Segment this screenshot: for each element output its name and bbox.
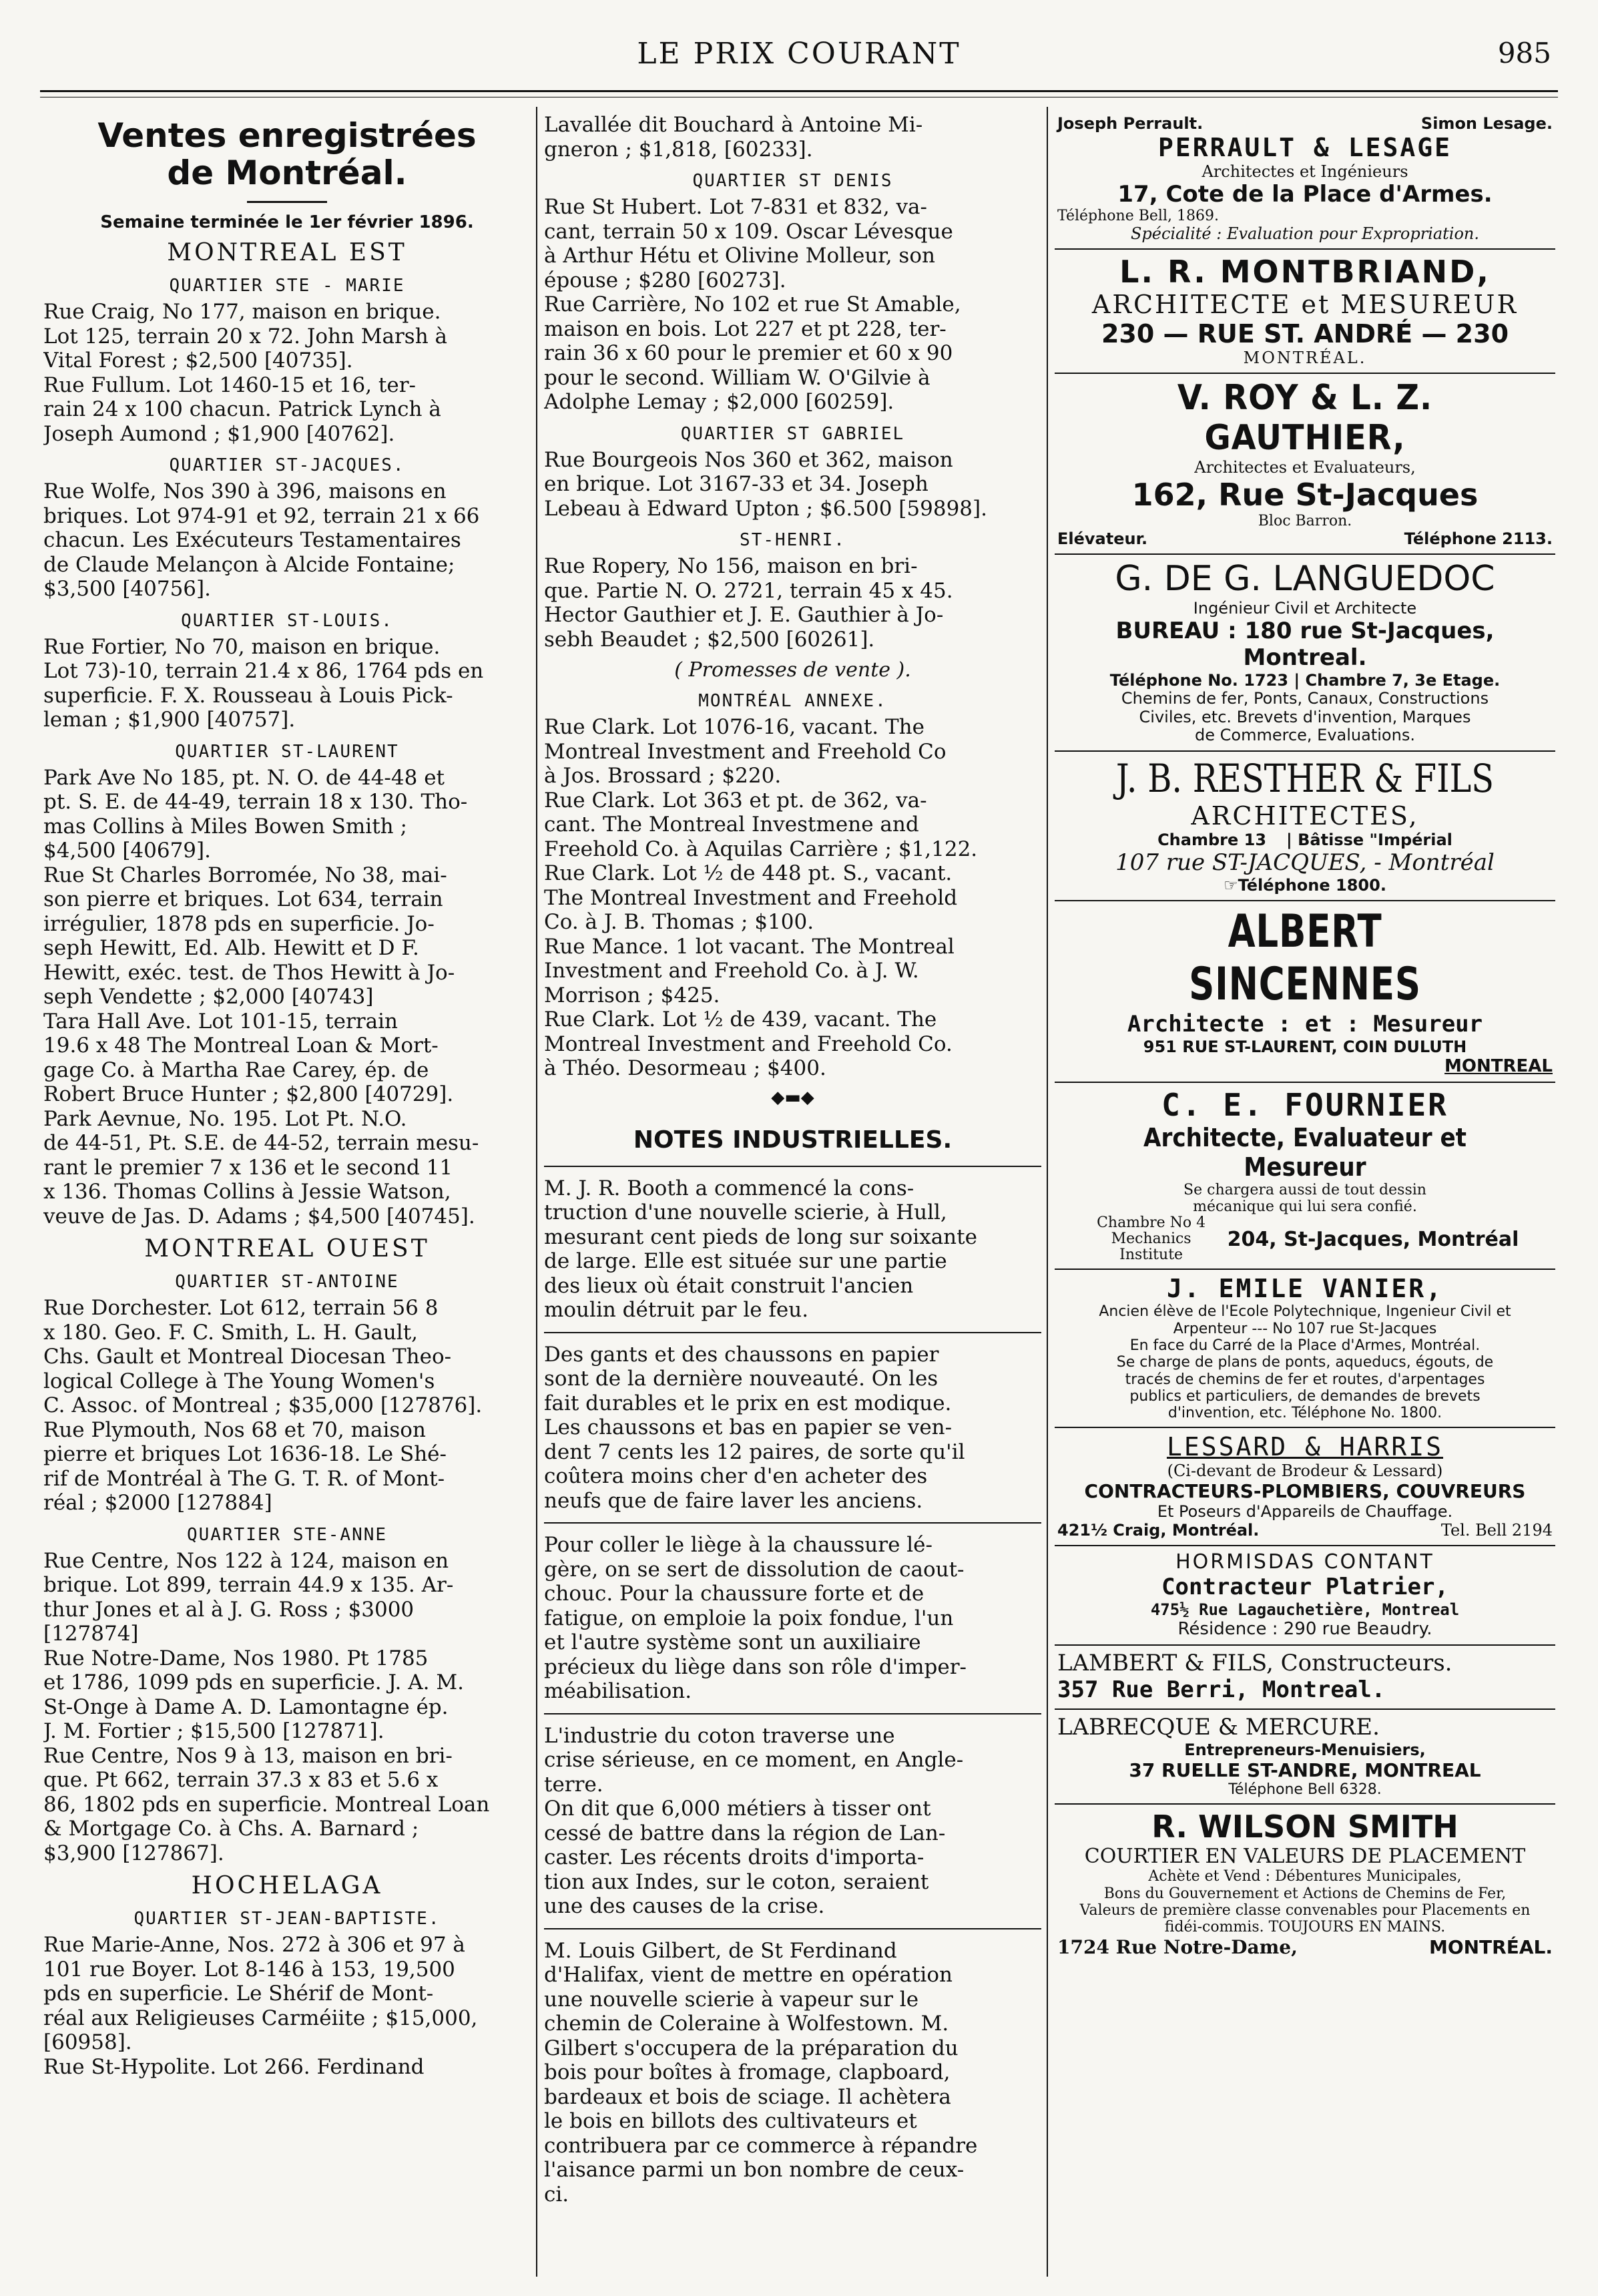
- text-line: une des causes de la crise.: [544, 1894, 825, 1918]
- ad-wilson-smith: [1055, 1805, 1555, 1963]
- text-line: pds en superficie. Le Shérif de Mont-: [43, 1982, 434, 2006]
- ad-firm: V. ROY & L. Z. GAUTHIER,: [1177, 378, 1433, 458]
- text-line: Adolphe Lemay ; $2,000 [60259].: [544, 390, 894, 414]
- ad-footer: [1057, 1936, 1553, 1958]
- header-rule: [40, 90, 1558, 92]
- subheading-st-jean-baptiste: QUARTIER ST-JEAN-BAPTISTE.: [134, 1909, 441, 1929]
- ad-roy-gauthier: [1055, 374, 1555, 555]
- ad-city: MONTREAL: [1444, 1056, 1553, 1076]
- paragraph: [43, 1933, 531, 2079]
- text-line: de Claude Melançon à Alcide Fontaine;: [43, 552, 455, 577]
- ad-montbriand: [1055, 250, 1555, 374]
- ornament-divider: ◆▬◆: [771, 1087, 814, 1108]
- ad-address: 421½ Craig, Montréal.: [1057, 1521, 1260, 1540]
- text-line: Lot 73)-10, terrain 21.4 x 86, 1764 pds en: [43, 659, 484, 683]
- ad-telephone: Téléphone Bell 6328.: [1228, 1781, 1382, 1799]
- ad-firm: LAMBERT & FILS, Constructeurs.: [1057, 1650, 1452, 1677]
- text-line: le bois en billots des cultivateurs et: [544, 2109, 917, 2133]
- paragraph: [43, 1296, 531, 1516]
- text-line: Rue Fullum. Lot 1460-15 et 16, ter-: [43, 373, 417, 397]
- text-line: à Arthur Hétu et Olivine Molleur, son: [544, 244, 935, 268]
- ad-address: 204, St-Jacques, Montréal: [1227, 1227, 1519, 1251]
- ad-sincennes: [1055, 901, 1555, 1083]
- title-rule: [247, 201, 327, 203]
- text-line: son pierre et briques. Lot 634, terrain: [43, 887, 443, 911]
- text-line: l'aisance parmi un bon nombre de ceux-: [544, 2158, 965, 2182]
- text-line: Rue Notre-Dame, Nos 1980. Pt 1785: [43, 1646, 429, 1670]
- ad-telephone: Téléphone No. 1723 | Chambre 7, 3e Etage.: [1109, 671, 1501, 690]
- text-line: Des gants et des chaussons en papier: [544, 1342, 939, 1367]
- text-line: crise sérieuse, en ce moment, en Angle-: [544, 1748, 964, 1772]
- text-line: Rue Ropery, No 156, maison en bri-: [544, 554, 918, 578]
- text-line: Co. à J. B. Thomas ; $100.: [544, 910, 814, 934]
- paragraph: [544, 195, 1041, 415]
- ad-line: tracés de chemins de fer et routes, d'arpentages: [1125, 1371, 1485, 1388]
- ad-description: Se chargera aussi de tout dessin: [1183, 1181, 1426, 1198]
- text-line: Les chaussons et bas en papier se ven-: [544, 1415, 953, 1439]
- text-line: Rue Craig, No 177, maison en brique.: [43, 300, 441, 324]
- ad-vanier: [1055, 1270, 1555, 1428]
- ad-name: Simon Lesage.: [1420, 114, 1553, 133]
- text-line: chemin de Coleraine à Wolfestown. M.: [544, 2012, 949, 2036]
- ad-role: Architectes et Ingénieurs: [1202, 162, 1408, 181]
- section-montreal-ouest: MONTREAL OUEST: [144, 1235, 430, 1262]
- text-line: Hector Gauthier et J. E. Gauthier à Jo-: [544, 603, 944, 627]
- paragraph: [43, 300, 531, 446]
- text-line: précieux du liège dans son rôle d'imper-: [544, 1654, 967, 1679]
- text-line: bois pour boîtes à fromage, clapboard,: [544, 2060, 951, 2084]
- ad-description: mécanique qui lui sera confié.: [1193, 1198, 1417, 1215]
- text-line: ci.: [544, 2182, 569, 2207]
- text-line: mas Collins à Miles Bowen Smith ;: [43, 814, 407, 839]
- text-line: Park Aevnue, No. 195. Lot Pt. N.O.: [43, 1106, 407, 1131]
- ad-footer: [1057, 1521, 1553, 1540]
- ad-address: 951 RUE ST-LAURENT, COIN DULUTH: [1143, 1037, 1467, 1056]
- ad-city: MONTRÉAL.: [1243, 349, 1367, 367]
- text-line: fatigue, on emploie la poix fondue, l'un: [544, 1606, 954, 1630]
- ad-role: CONTRACTEURS-PLOMBIERS, COUVREURS: [1084, 1480, 1526, 1503]
- text-line: des lieux où était construit l'ancien: [544, 1273, 914, 1298]
- text-line: d'Halifax, vient de mettre en opération: [544, 1963, 953, 1987]
- ad-building: Bloc Barron.: [1258, 513, 1352, 529]
- subheading-st-denis: QUARTIER ST DENIS: [692, 171, 893, 191]
- text-line: Rue Clark. Lot 1076-16, vacant. The: [544, 715, 924, 739]
- text-line: Rue Mance. 1 lot vacant. The Montreal: [544, 934, 955, 959]
- subheading-st-jacques: QUARTIER ST-JACQUES.: [169, 455, 405, 475]
- text-line: seph Vendette ; $2,000 [40743]: [43, 985, 374, 1009]
- paragraph: [544, 1939, 1041, 2207]
- text-line: pierre et briques Lot 1636-18. Le Shé-: [43, 1442, 447, 1466]
- notes-rule: [544, 1166, 1041, 1167]
- text-line: Park Ave No 185, pt. N. O. de 44-48 et: [43, 765, 445, 790]
- text-line: x 180. Geo. F. C. Smith, L. H. Gault,: [43, 1320, 419, 1345]
- text-line: cant. The Montreal Investmene and: [544, 813, 919, 837]
- text-line: Rue Carrière, No 102 et rue St Amable,: [544, 292, 961, 316]
- text-line: et l'autre système sont un auxiliaire: [544, 1630, 921, 1654]
- ad-description: Chemins de fer, Ponts, Canaux, Constructions: [1121, 689, 1489, 708]
- text-line: pour le second. William W. O'Gilvie à: [544, 365, 930, 390]
- paragraph: [43, 635, 531, 732]
- text-line: Robert Bruce Hunter ; $2,800 [40729].: [43, 1082, 454, 1106]
- ad-firm: LESSARD & HARRIS: [1166, 1432, 1444, 1462]
- ad-line: publics et particuliers, de demandes de brevets: [1129, 1387, 1481, 1405]
- text-line: M. J. R. Booth a commencé la cons-: [544, 1176, 914, 1200]
- promesses-de-vente: ( Promesses de vente ).: [674, 658, 911, 682]
- text-line: terre.: [544, 1772, 603, 1797]
- text-line: Freehold Co. à Aquilas Carrière ; $1,122.: [544, 837, 978, 861]
- page-header: [40, 37, 1558, 83]
- ad-firm: ALBERT SINCENNES: [1189, 905, 1421, 1011]
- ad-role: Contracteur Platrier,: [1161, 1574, 1448, 1601]
- text-line: et 1786, 1099 pds en superficie. J. A. M.: [43, 1670, 464, 1694]
- paragraph: [544, 554, 1041, 652]
- text-line: de 44-51, Pt. S.E. de 44-52, terrain mesu-: [43, 1131, 479, 1155]
- text-line: x 136. Thomas Collins à Jessie Watson,: [43, 1180, 451, 1204]
- text-line: C. Assoc. of Montreal ; $35,000 [127876].: [43, 1393, 483, 1417]
- text-line: Rue St Hubert. Lot 7-831 et 832, va-: [544, 195, 928, 219]
- text-line: Rue St-Hypolite. Lot 266. Ferdinand: [43, 2054, 425, 2079]
- text-line: brique. Lot 899, terrain 44.9 x 135. Ar-: [43, 1573, 454, 1597]
- text-line: $3,900 [127867].: [43, 1841, 224, 1865]
- text-line: Rue Fortier, No 70, maison en brique.: [43, 634, 441, 659]
- ad-address: 162, Rue St-Jacques: [1131, 477, 1479, 513]
- text-line: Rue Wolfe, Nos 390 à 396, maisons en: [43, 479, 447, 503]
- subheading-st-gabriel: QUARTIER ST GABRIEL: [680, 423, 905, 444]
- subheading-st-antoine: QUARTIER ST-ANTOINE: [175, 1272, 399, 1292]
- text-line: 86, 1802 pds en superficie. Montreal Loan: [43, 1792, 490, 1817]
- text-line: [60958].: [43, 2030, 132, 2054]
- column-3-ads: [1055, 110, 1555, 2273]
- text-line: 19.6 x 48 The Montreal Loan & Mort-: [43, 1034, 439, 1058]
- text-line: Montreal Investment and Freehold Co.: [544, 1031, 953, 1056]
- paragraph: [544, 1176, 1041, 1323]
- ad-role: Et Poseurs d'Appareils de Chauffage.: [1157, 1502, 1453, 1522]
- ad-contant: [1055, 1546, 1555, 1646]
- ad-description: de Commerce, Evaluations.: [1195, 726, 1415, 745]
- ad-chambre-row: [1057, 831, 1553, 849]
- ad-role: COURTIER EN VALEURS DE PLACEMENT: [1084, 1845, 1526, 1869]
- text-line: tion aux Indes, sur le coton, seraient: [544, 1869, 929, 1894]
- text-line: Montreal Investment and Freehold Co: [544, 739, 947, 764]
- text-line: gère, on se sert de dissolution de caout-: [544, 1557, 965, 1582]
- text-line: neufs que de faire laver les anciens.: [544, 1488, 923, 1513]
- text-line: thur Jones et al à J. G. Ross ; $3000: [43, 1597, 415, 1622]
- text-line: maison en bois. Lot 227 et pt 228, ter-: [544, 316, 947, 341]
- text-line: caster. Les récents droits d'importa-: [544, 1845, 924, 1869]
- text-line: épouse ; $280 [60273].: [544, 268, 786, 292]
- text-line: dent 7 cents les 12 paires, de sorte qu'il: [544, 1439, 965, 1464]
- text-line: Rue Centre, Nos 9 à 13, maison en bri-: [43, 1743, 453, 1768]
- journal-title: LE PRIX COURANT: [637, 37, 961, 71]
- ad-firm: HORMISDAS CONTANT: [1175, 1550, 1434, 1574]
- ad-elevator: Elévateur.: [1057, 529, 1148, 548]
- text-line: gneron ; $1,818, [60233].: [544, 137, 813, 162]
- text-line: rain 24 x 100 chacun. Patrick Lynch à: [43, 397, 441, 421]
- ad-names: [1057, 114, 1553, 133]
- subheading-st-henri: ST-HENRI.: [740, 530, 846, 550]
- article-title-line-2: de Montréal.: [167, 154, 407, 192]
- text-line: fait durables et le prix en est modique.: [544, 1391, 952, 1415]
- text-line: seph Hewitt, Ed. Alb. Hewitt et D F.: [43, 936, 419, 960]
- text-line: Rue Centre, Nos 122 à 124, maison en: [43, 1548, 449, 1573]
- text-line: sebh Beaudet ; $2,500 [60261].: [544, 627, 875, 652]
- text-line: Rue Clark. Lot ½ de 439, vacant. The: [544, 1007, 937, 1031]
- subheading-st-louis: QUARTIER ST-LOUIS.: [181, 610, 393, 631]
- ad-labrecque: [1055, 1710, 1555, 1805]
- text-line: contribuera par ce commerce à répandre: [544, 2133, 978, 2158]
- text-line: Joseph Aumond ; $1,900 [40762].: [43, 421, 395, 446]
- ad-lambert: [1055, 1646, 1555, 1710]
- section-montreal-est: MONTREAL EST: [167, 239, 407, 266]
- text-line: gage Co. à Martha Rae Carey, ép. de: [43, 1058, 429, 1082]
- notes-rule: [544, 1713, 1041, 1714]
- text-line: Rue Clark. Lot ½ de 448 pt. S., vacant.: [544, 861, 953, 885]
- ad-address: 1724 Rue Notre-Dame,: [1057, 1935, 1298, 1958]
- text-line: coûtera moins cher d'en acheter des: [544, 1464, 928, 1488]
- ad-address: 17, Cote de la Place d'Armes.: [1117, 181, 1493, 208]
- ad-specialty: Spécialité : Evaluation pour Expropriation.: [1130, 224, 1480, 243]
- text-line: truction d'une nouvelle scierie, à Hull,: [544, 1200, 947, 1224]
- text-line: $3,500 [40756].: [43, 577, 211, 601]
- text-line: Investment and Freehold Co. à J. W.: [544, 959, 919, 983]
- text-line: Lavallée dit Bouchard à Antoine Mi-: [544, 113, 923, 137]
- ad-perrault-lesage: [1055, 110, 1555, 250]
- ad-firm: R. WILSON SMITH: [1151, 1809, 1458, 1845]
- ad-footer: [1057, 529, 1553, 548]
- ad-firm: C. E. FOURNIER: [1161, 1086, 1448, 1123]
- text-line: M. Louis Gilbert, de St Ferdinand: [544, 1938, 897, 1963]
- subheading-st-laurent: QUARTIER ST-LAURENT: [175, 741, 399, 762]
- ad-firm: G. DE G. LANGUEDOC: [1115, 559, 1495, 599]
- text-line: Pour coller le liège à la chaussure lé-: [544, 1533, 933, 1557]
- paragraph: [43, 479, 531, 602]
- ad-chambre: Chambre No 4 Mechanics Institute: [1097, 1214, 1206, 1264]
- text-line: mesurant cent pieds de long sur soixante: [544, 1224, 977, 1249]
- ad-line: Se charge de plans de ponts, aqueducs, égouts, de: [1116, 1354, 1494, 1371]
- text-line: que. Partie N. O. 2721, terrain 45 x 45.: [544, 578, 953, 603]
- text-line: Hewitt, exéc. test. de Thos Hewitt à Jo-: [43, 960, 455, 985]
- section-hochelaga: HOCHELAGA: [191, 1872, 383, 1899]
- text-line: briques. Lot 974-91 et 92, terrain 21 x 66: [43, 503, 480, 528]
- notes-rule: [544, 1522, 1041, 1524]
- ad-previous-name: (Ci-devant de Brodeur & Lessard): [1167, 1461, 1443, 1481]
- ad-firm: J. EMILE VANIER,: [1166, 1274, 1444, 1304]
- text-line: Morrison ; $425.: [544, 983, 720, 1007]
- subheading-ste-marie: QUARTIER STE - MARIE: [169, 276, 405, 296]
- text-line: chacun. Les Exécuteurs Testamentaires: [43, 528, 461, 552]
- ad-role: Architecte : et : Mesureur: [1127, 1010, 1483, 1038]
- text-line: rain 36 x 60 pour le premier et 60 x 90: [544, 341, 953, 365]
- ad-firm: LABRECQUE & MERCURE.: [1057, 1714, 1380, 1741]
- ad-fournier: [1055, 1083, 1555, 1271]
- ad-address: 475½ Rue Lagauchetière, Montreal: [1150, 1600, 1460, 1620]
- text-line: On dit que 6,000 métiers à tisser ont: [544, 1797, 931, 1821]
- subheading-montreal-annexe: MONTRÉAL ANNEXE.: [698, 691, 887, 711]
- text-line: Chs. Gault et Montreal Diocesan Theo-: [43, 1345, 452, 1369]
- ad-name: Joseph Perrault.: [1057, 114, 1204, 133]
- paragraph: [43, 1549, 531, 1866]
- ad-resther: [1055, 752, 1555, 901]
- text-line: Rue Dorchester. Lot 612, terrain 56 8: [43, 1296, 439, 1320]
- text-line: Rue Bourgeois Nos 360 et 362, maison: [544, 447, 953, 472]
- ad-role: ARCHITECTE et MESUREUR: [1091, 290, 1519, 319]
- text-line: réal aux Religieuses Carméiite ; $15,000,: [43, 2006, 478, 2030]
- column-1: [43, 110, 531, 2273]
- subheading-ste-anne: QUARTIER STE-ANNE: [186, 1524, 388, 1545]
- column-2: [544, 110, 1041, 2273]
- text-line: Rue St Charles Borromée, No 38, mai-: [43, 863, 447, 887]
- article-title: [43, 117, 531, 192]
- text-line: de large. Elle est située sur une partie: [544, 1249, 947, 1273]
- ad-line: Arpenteur --- No 107 rue St-Jacques: [1173, 1320, 1437, 1337]
- ad-role: Ingénieur Civil et Architecte: [1193, 599, 1417, 618]
- text-line: bardeaux et bois de sciage. Il achètera: [544, 2084, 951, 2109]
- week-line: Semaine terminée le 1er février 1896.: [100, 212, 474, 232]
- text-line: Vital Forest ; $2,500 [40735].: [43, 349, 353, 373]
- notes-rule: [544, 1332, 1041, 1333]
- text-line: à Théo. Desormeau ; $400.: [544, 1056, 826, 1080]
- ad-role: Architectes et Evaluateurs,: [1194, 458, 1416, 477]
- ad-telephone: Téléphone 2113.: [1404, 529, 1553, 548]
- paragraph: [544, 1724, 1041, 1919]
- paragraph: [544, 1343, 1041, 1514]
- text-line: chouc. Pour la chaussure forte et de: [544, 1582, 924, 1606]
- ad-role: Entrepreneurs-Menuisiers,: [1184, 1741, 1426, 1760]
- ad-telephone: ☞Téléphone 1800.: [1224, 875, 1386, 895]
- text-line: méabilisation.: [544, 1679, 692, 1703]
- text-line: moulin détruit par le feu.: [544, 1298, 809, 1322]
- column-divider-1: [536, 107, 537, 2277]
- text-line: cessé de battre dans la région de Lan-: [544, 1821, 946, 1845]
- text-line: réal ; $2000 [127884]: [43, 1491, 272, 1515]
- ad-address: 37 RUELLE ST-ANDRE, MONTREAL: [1129, 1759, 1481, 1782]
- text-line: J. M. Fortier ; $15,500 [127871].: [43, 1719, 384, 1743]
- ad-firm: PERRAULT & LESAGE: [1158, 133, 1452, 162]
- text-line: St-Onge à Dame A. D. Lamontagne ép.: [43, 1694, 449, 1719]
- ad-line: Valeurs de première classe convenables pour Placements en: [1079, 1902, 1531, 1919]
- text-line: Gilbert s'occupera de la préparation du: [544, 2036, 959, 2060]
- page-number: 985: [1497, 37, 1551, 69]
- ad-telephone: Téléphone Bell, 1869.: [1057, 208, 1219, 224]
- paragraph: [544, 448, 1041, 521]
- ad-address: 230 — RUE ST. ANDRÉ — 230: [1101, 319, 1509, 349]
- text-line: $4,500 [40679].: [43, 839, 211, 863]
- column-divider-2: [1047, 107, 1048, 2277]
- text-line: à Jos. Brossard ; $220.: [544, 764, 782, 788]
- text-line: The Montreal Investment and Freehold: [544, 885, 958, 910]
- ad-line: En face du Carré de la Place d'Armes, Montréal.: [1129, 1337, 1481, 1354]
- text-line: logical College à The Young Women's: [43, 1369, 435, 1393]
- text-line: & Mortgage Co. à Chs. A. Barnard ;: [43, 1817, 419, 1841]
- ad-role: Architecte, Evaluateur et Mesureur: [1143, 1122, 1467, 1182]
- ad-city: MONTRÉAL.: [1428, 1935, 1553, 1958]
- ad-line: d'invention, etc. Téléphone No. 1800.: [1167, 1405, 1442, 1422]
- ad-line: Ancien élève de l'Ecole Polytechnique, Ingenieur Civil et: [1099, 1303, 1511, 1321]
- ad-line: fidéi-commis. TOUJOURS EN MAINS.: [1164, 1919, 1446, 1936]
- text-line: Rue Clark. Lot 363 et pt. de 362, va-: [544, 788, 927, 813]
- ad-address: BUREAU : 180 rue St-Jacques, Montreal.: [1115, 618, 1495, 671]
- ad-address: 357 Rue Berri, Montreal.: [1057, 1676, 1386, 1704]
- ad-line: Bons du Gouvernement et Actions de Chemins de Fer,: [1103, 1885, 1507, 1902]
- ad-lessard-harris: [1055, 1428, 1555, 1546]
- text-line: veuve de Jas. D. Adams ; $4,500 [40745].: [43, 1204, 475, 1228]
- ad-role: ARCHITECTES,: [1191, 800, 1419, 831]
- article-title-line-1: Ventes enregistrées: [97, 116, 477, 155]
- text-line: en brique. Lot 3167-33 et 34. Joseph: [544, 472, 928, 496]
- ad-firm: J. B. RESTHER & FILS: [1115, 755, 1495, 801]
- text-line: Rue Plymouth, Nos 68 et 70, maison: [43, 1417, 426, 1442]
- text-line: [127874]: [43, 1622, 139, 1646]
- text-line: Lebeau à Edward Upton ; $6.500 [59898].: [544, 496, 987, 521]
- ad-line: Achète et Vend : Débentures Municipales,: [1148, 1868, 1462, 1885]
- text-line: rant le premier 7 x 136 et le second 11: [43, 1155, 453, 1180]
- ad-firm: L. R. MONTBRIAND,: [1119, 254, 1491, 290]
- text-line: irrégulier, 1878 pds en superficie. Jo-: [43, 911, 435, 936]
- text-line: superficie. F. X. Rousseau à Louis Pick-: [43, 683, 453, 708]
- notes-rule: [544, 1928, 1041, 1929]
- text-line: que. Pt 662, terrain 37.3 x 83 et 5.6 x: [43, 1768, 439, 1792]
- text-line: Lot 125, terrain 20 x 72. John Marsh à: [43, 324, 448, 349]
- text-line: pt. S. E. de 44-49, terrain 18 x 130. Tho-: [43, 790, 468, 814]
- text-line: leman ; $1,900 [40757].: [43, 708, 296, 732]
- paragraph: [43, 766, 531, 1229]
- notes-industrielles-title: NOTES INDUSTRIELLES.: [633, 1126, 953, 1154]
- ad-address: 107 rue ST-JACQUES, - Montréal: [1115, 849, 1495, 876]
- ad-telephone: Tel. Bell 2194: [1440, 1521, 1553, 1540]
- ad-chambre: Chambre 13: [1157, 830, 1267, 849]
- paragraph: [544, 715, 1041, 1081]
- paragraph: [544, 113, 1041, 162]
- ad-description: Civiles, etc. Brevets d'invention, Marques: [1139, 707, 1471, 726]
- text-line: une nouvelle scierie à vapeur sur le: [544, 1987, 919, 2012]
- text-line: L'industrie du coton traverse une: [544, 1723, 895, 1748]
- ad-residence: Résidence : 290 rue Beaudry.: [1177, 1619, 1432, 1640]
- ad-address-row: [1057, 1215, 1553, 1264]
- paragraph: [544, 1533, 1041, 1704]
- ad-building: | Bâtisse "Impérial: [1286, 830, 1452, 849]
- text-line: rif de Montréal à The G. T. R. of Mont-: [43, 1466, 445, 1491]
- ad-languedoc: [1055, 555, 1555, 752]
- text-line: Rue Marie-Anne, Nos. 272 à 306 et 97 à: [43, 1933, 465, 1957]
- text-line: cant, terrain 50 x 109. Oscar Lévesque: [544, 219, 953, 244]
- text-line: 101 rue Boyer. Lot 8-146 à 153, 19,500: [43, 1957, 455, 1982]
- text-line: sont de la dernière nouveauté. On les: [544, 1367, 939, 1391]
- text-line: Tara Hall Ave. Lot 101-15, terrain: [43, 1009, 398, 1034]
